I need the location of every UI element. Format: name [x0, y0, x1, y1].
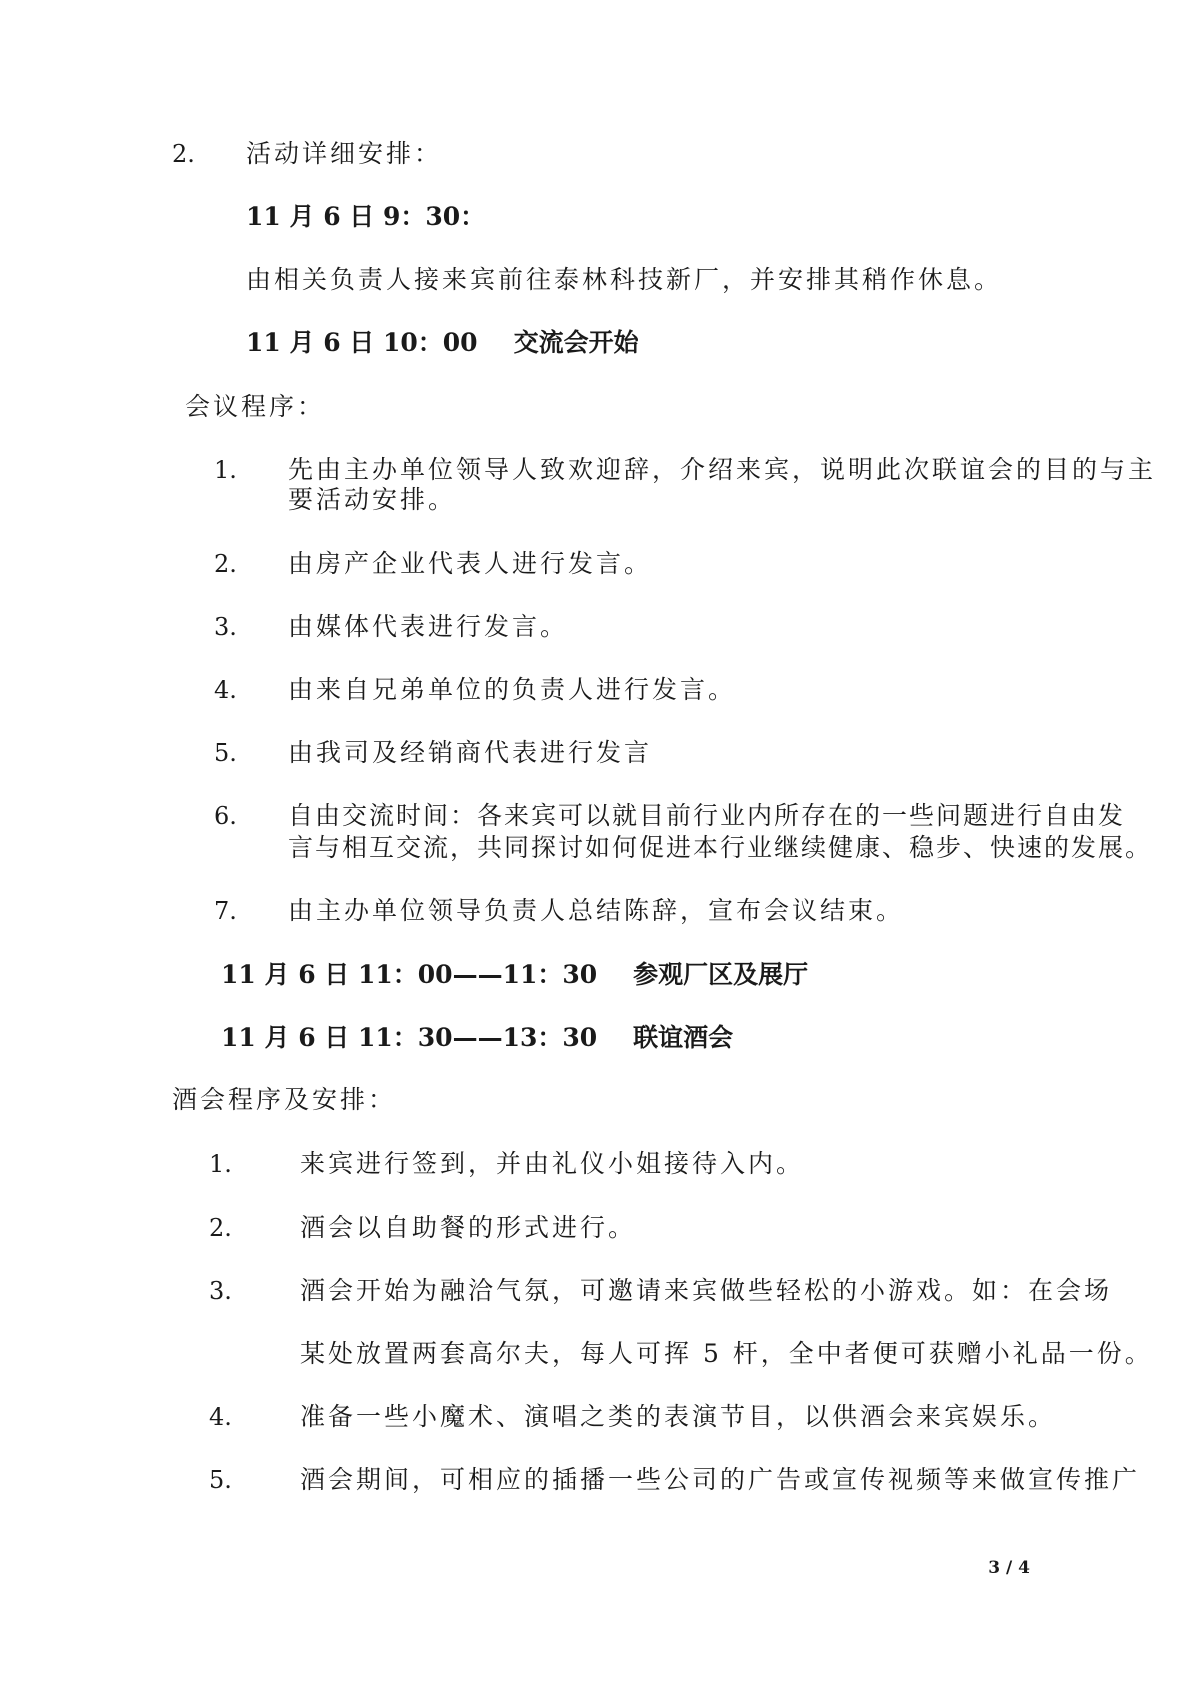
slot-time: 11 月 6 日 11：00——11：30 [221, 960, 598, 989]
list-item: 言与相互交流，共同探讨如何促进本行业继续健康、稳步、快速的发展。 [288, 833, 1153, 862]
slot-heading [221, 960, 808, 990]
list-number: 5. [214, 739, 237, 767]
list-number: 7. [214, 897, 237, 925]
section-number: 2. [172, 140, 195, 168]
meeting-label: 会议程序： [185, 392, 326, 421]
list-item: 要活动安排。 [288, 485, 457, 514]
slot-time: 11 月 6 日 10：00 [246, 328, 478, 357]
slot-heading [221, 1023, 733, 1053]
list-number: 1. [209, 1150, 232, 1178]
list-number: 4. [214, 676, 237, 704]
list-number: 2. [214, 550, 237, 578]
reception-label: 酒会程序及安排： [172, 1085, 397, 1114]
list-item: 酒会开始为融洽气氛，可邀请来宾做些轻松的小游戏。如：在会场 [300, 1276, 1113, 1305]
list-number: 1. [214, 456, 237, 484]
slot-title: 参观厂区及展厅 [633, 960, 809, 989]
list-item: 酒会期间，可相应的插播一些公司的广告或宣传视频等来做宣传推广 [300, 1465, 1141, 1494]
slot-time: 11 月 6 日 9：30： [246, 202, 486, 231]
slot-heading [246, 328, 639, 358]
list-item: 某处放置两套高尔夫，每人可挥 5 杆，全中者便可获赠小礼品一份。 [300, 1339, 1153, 1368]
list-item: 由媒体代表进行发言。 [288, 612, 569, 641]
slot-time: 11 月 6 日 11：30——13：30 [221, 1023, 598, 1052]
list-number: 3. [214, 613, 237, 641]
slot-description: 由相关负责人接来宾前往泰林科技新厂，并安排其稍作休息。 [246, 265, 1003, 294]
slot-title: 联谊酒会 [633, 1023, 734, 1052]
section-title: 活动详细安排： [246, 139, 443, 168]
list-item: 酒会以自助餐的形式进行。 [300, 1213, 637, 1242]
list-item: 由我司及经销商代表进行发言 [288, 738, 653, 767]
list-item: 由主办单位领导负责人总结陈辞，宣布会议结束。 [288, 896, 905, 925]
list-item: 准备一些小魔术、演唱之类的表演节目，以供酒会来宾娱乐。 [300, 1402, 1057, 1431]
list-number: 4. [209, 1403, 232, 1431]
list-item: 先由主办单位领导人致欢迎辞，介绍来宾，说明此次联谊会的目的与主 [288, 455, 1157, 484]
list-number: 5. [209, 1466, 232, 1494]
list-number: 6. [214, 802, 237, 830]
list-item: 由房产企业代表人进行发言。 [288, 549, 653, 578]
list-item: 由来自兄弟单位的负责人进行发言。 [288, 675, 737, 704]
list-item: 自由交流时间：各来宾可以就目前行业内所存在的一些问题进行自由发 [288, 801, 1126, 830]
slot-title: 交流会开始 [513, 328, 639, 357]
list-number: 3. [209, 1277, 232, 1305]
page-number: 3 / 4 [988, 1558, 1030, 1578]
list-number: 2. [209, 1214, 232, 1242]
list-item: 来宾进行签到，并由礼仪小姐接待入内。 [300, 1149, 805, 1178]
